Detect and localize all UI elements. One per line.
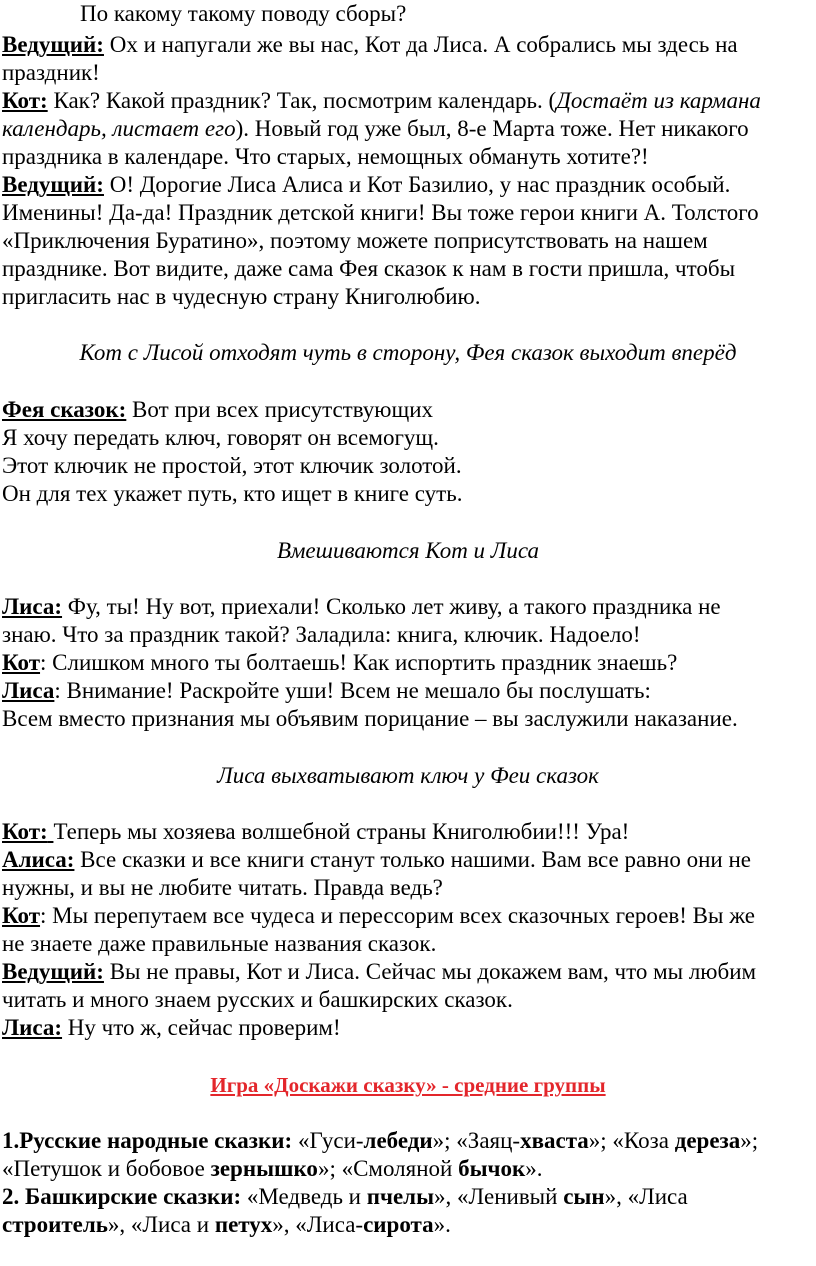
answer: сын	[563, 1184, 605, 1209]
stage-direction-1: Кот с Лисой отходят чуть в сторону, Фея сказок выходит вперёд	[79, 340, 737, 365]
cat-line-1	[2, 87, 761, 115]
text: : Мы перепутаем все чудеса и перессорим всех сказочных героев! Вы же	[40, 903, 756, 928]
russian-tales-line-2	[2, 1155, 543, 1183]
bashkir-tales-heading: 2. Башкирские сказки:	[2, 1184, 242, 1209]
answer: петух	[214, 1212, 273, 1237]
text: Ох и напугали же вы нас, Кот да Лиса. А собрались мы здесь на	[103, 32, 738, 57]
host-line-5: «Приключения Буратино», поэтому можете поприсутствовать на нашем	[2, 228, 708, 253]
text: Ну что ж, сейчас проверим!	[62, 1015, 341, 1040]
answer: зернышко	[210, 1156, 318, 1181]
answer: сирота	[363, 1212, 434, 1237]
cat-line-6	[2, 902, 755, 930]
text: «Медведь и	[241, 1184, 367, 1209]
text: : Внимание! Раскройте уши! Всем не мешало бы послушать:	[54, 678, 651, 703]
text: Вот при всех присутствующих	[126, 397, 434, 422]
answer: бычок	[458, 1156, 526, 1181]
intro-line: По какому такому поводу сборы?	[80, 1, 407, 26]
cat-line-2	[2, 115, 749, 143]
host-line-7: пригласить нас в чудесную страну Книголюбию.	[2, 284, 481, 309]
answer: пчелы	[366, 1184, 435, 1209]
text: Все сказки и все книги станут только нашими. Вам все равно они не	[74, 847, 752, 872]
alice-line-2: нужны, и вы не любите читать. Правда ведь?	[2, 875, 443, 900]
cat-line-3: праздника в календаре. Что старых, немощных обмануть хотите?!	[2, 144, 649, 169]
speaker-host: Ведущий:	[2, 32, 104, 57]
answer: хваста	[520, 1128, 589, 1153]
text: О! Дорогие Лиса Алиса и Кот Базилио, у нас праздник особый.	[103, 172, 731, 197]
text: »;	[740, 1128, 759, 1153]
cat-line-5	[2, 818, 629, 846]
text: «Петушок и бобовое	[2, 1156, 211, 1181]
fox-line-1	[2, 593, 721, 621]
host-line-8	[2, 958, 756, 986]
speaker-cat: Кот:	[2, 88, 48, 113]
host-line-6: празднике. Вот видите, даже сама Фея сказок к нам в гости пришла, чтобы	[2, 256, 736, 281]
text: », «Лиса	[604, 1184, 688, 1209]
speaker-host: Ведущий:	[2, 172, 104, 197]
text: »; «Смоляной	[317, 1156, 459, 1181]
fairy-line-3: Этот ключик не простой, этот ключик золотой.	[2, 453, 462, 478]
text: ). Новый год уже был, 8-е Марта тоже. Нет никакого	[235, 116, 749, 141]
speaker-cat	[2, 819, 53, 844]
alice-line-1	[2, 846, 751, 874]
stage-direction: Достаёт из кармана	[556, 88, 761, 113]
stage-direction-3: Лиса выхватывают ключ у Феи сказок	[217, 763, 599, 788]
fox-line-5	[2, 1014, 341, 1042]
fairy-line-4: Он для тех укажет путь, кто ищет в книге суть.	[2, 481, 463, 506]
speaker-fox: Лиса	[2, 678, 55, 703]
text: », «Лиса-	[272, 1212, 364, 1237]
speaker-alice: Алиса:	[2, 847, 75, 872]
answer: дереза	[674, 1128, 741, 1153]
speaker-host: Ведущий:	[2, 959, 104, 984]
text: ».	[525, 1156, 543, 1181]
russian-tales-line-1	[2, 1127, 758, 1155]
fox-line-4: Всем вместо признания мы объявим порицание – вы заслужили наказание.	[2, 706, 738, 731]
text: Фу, ты! Ну вот, приехали! Сколько лет живу, а такого праздника не	[62, 594, 721, 619]
fairy-line-1	[2, 396, 433, 424]
answer: строитель	[2, 1212, 108, 1237]
speaker-fairy: Фея сказок:	[2, 397, 127, 422]
speaker-fox: Лиса:	[2, 594, 63, 619]
speaker-cat-label: Кот:	[2, 819, 48, 844]
speaker-fox: Лиса:	[2, 1015, 63, 1040]
speaker-cat: Кот	[2, 903, 41, 928]
text: Теперь мы хозяева волшебной страны Книголюбии!!! Ура!	[53, 819, 630, 844]
text: ».	[433, 1212, 451, 1237]
fox-line-2: знаю. Что за праздник такой? Заладила: книга, ключик. Надоело!	[2, 622, 641, 647]
bashkir-tales-line-1	[2, 1183, 688, 1211]
text: »; «Заяц-	[432, 1128, 521, 1153]
russian-tales-heading: 1.Русские народные сказки:	[2, 1128, 293, 1153]
text: », «Ленивый	[434, 1184, 564, 1209]
host-line-3	[2, 171, 730, 199]
game-title: Игра «Доскажи сказку» - средние группы	[210, 1073, 606, 1097]
stage-direction: календарь, листает его	[2, 116, 236, 141]
text: Вы не правы, Кот и Лиса. Сейчас мы докажем вам, что мы любим	[103, 959, 757, 984]
host-line-9: читать и много знаем русских и башкирских сказок.	[2, 987, 513, 1012]
text: »; «Коза	[588, 1128, 675, 1153]
cat-line-7: не знаете даже правильные названия сказок.	[2, 931, 437, 956]
host-line-1	[2, 31, 738, 59]
stage-direction-2: Вмешиваются Кот и Лиса	[277, 538, 539, 563]
text: Как? Какой праздник? Так, посмотрим календарь. (	[47, 88, 557, 113]
speaker-cat: Кот	[2, 650, 41, 675]
host-line-4: Именины! Да-да! Праздник детской книги! Вы тоже герои книги А. Толстого	[2, 200, 759, 225]
host-line-2: праздник!	[2, 60, 100, 85]
fairy-line-2: Я хочу передать ключ, говорят он всемогущ.	[2, 425, 439, 450]
cat-line-4	[2, 649, 677, 677]
answer: лебеди	[363, 1128, 433, 1153]
bashkir-tales-line-2	[2, 1211, 451, 1239]
text: », «Лиса и	[107, 1212, 215, 1237]
text: «Гуси-	[292, 1128, 364, 1153]
fox-line-3	[2, 677, 651, 705]
text: : Слишком много ты болтаешь! Как испортить праздник знаешь?	[40, 650, 678, 675]
